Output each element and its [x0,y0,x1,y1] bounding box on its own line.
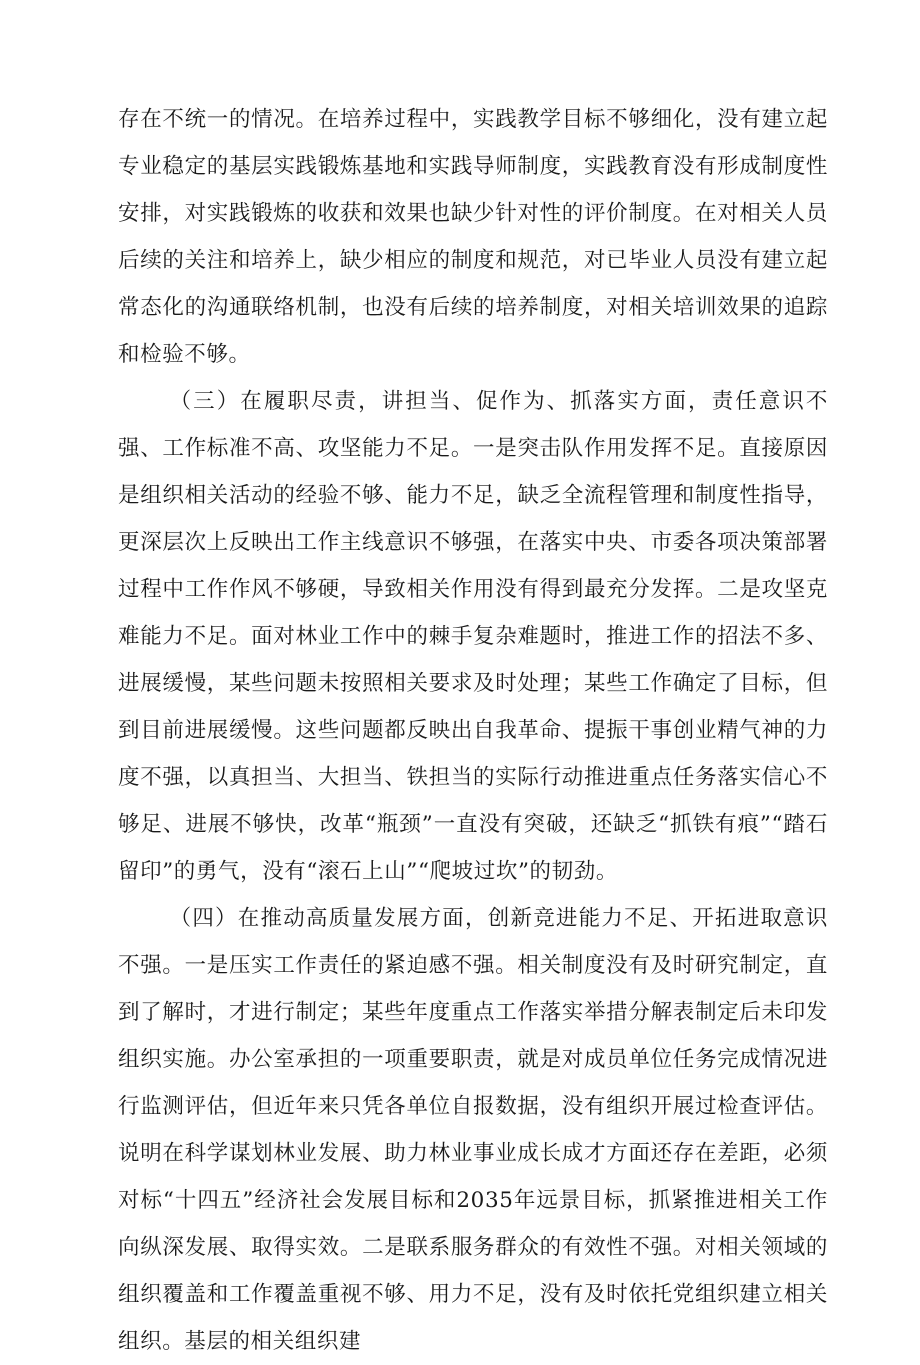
document-body [118,96,828,1365]
paragraph-section-four: （四）在推动高质量发展方面，创新竞进能力不足、开拓进取意识不强。一是压实工作责任的紧迫感不强。相关制度没有及时研究制定，直到了解时，才进行制定；某些年度重点工作落实举措分解表制定后未印发组织实施。办公室承担的一项重要职责，就是对成员单位任务完成情况进行监测评估，但近年来只凭各单位自报数据，没有组织开展过检查评估。说明在科学谋划林业发展、助力林业事业成长成才方面还存在差距，必须对标“十四五”经济社会发展目标和2035年远景目标，抓紧推进相关工作向纵深发展、取得实效。二是联系服务群众的有效性不强。对相关领域的组织覆盖和工作覆盖重视不够、用力不足，没有及时依托党组织建立相关组织。基层的相关组织建 [118,906,828,1354]
paragraph-section-three: （三）在履职尽责，讲担当、促作为、抓落实方面，责任意识不强、工作标准不高、攻坚能力不足。一是突击队作用发挥不足。直接原因是组织相关活动的经验不够、能力不足，缺乏全流程管理和制度性指导，更深层次上反映出工作主线意识不够强，在落实中央、市委各项决策部署过程中工作作风不够硬，导致相关作用没有得到最充分发挥。二是攻坚克难能力不足。面对林业工作中的棘手复杂难题时，推进工作的招法不多、进展缓慢，某些问题未按照相关要求及时处理；某些工作确定了目标，但到目前进展缓慢。这些问题都反映出自我革命、提振干事创业精气神的力度不强，以真担当、大担当、铁担当的实际行动推进重点任务落实信心不够足、进展不够快，改革“瓶颈”一直没有突破，还缺乏“抓铁有痕”“踏石留印”的勇气，没有“滚石上山”“爬坡过坎”的韧劲。 [118,389,828,884]
paragraph-continuation: 存在不统一的情况。在培养过程中，实践教学目标不够细化，没有建立起专业稳定的基层实践锻炼基地和实践导师制度，实践教育没有形成制度性安排，对实践锻炼的收获和效果也缺少针对性的评价制度。在对相关人员后续的关注和培养上，缺少相应的制度和规范，对已毕业人员没有建立起常态化的沟通联络机制，也没有后续的培养制度，对相关培训效果的追踪和检验不够。 [118,107,828,367]
